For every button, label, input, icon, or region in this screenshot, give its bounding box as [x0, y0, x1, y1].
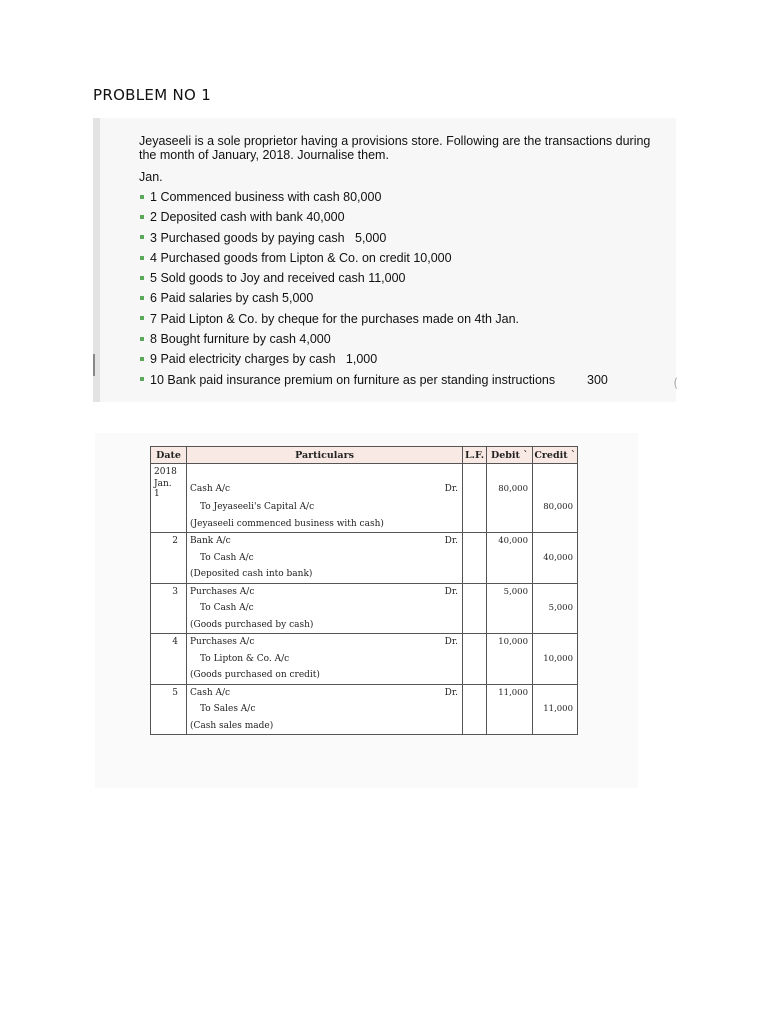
year-cell: 2018 — [151, 464, 187, 480]
credit-amount: 5,000 — [533, 600, 578, 617]
table-row — [151, 499, 578, 516]
bullet-icon — [140, 276, 144, 280]
narration-cell: (Cash sales made) — [187, 718, 463, 735]
page-title: PROBLEM NO 1 — [93, 86, 212, 104]
table-row — [151, 718, 578, 735]
transaction-item: 8 Bought furniture by cash 4,000 — [139, 332, 669, 352]
edge-mark — [93, 354, 95, 376]
transaction-item: 10 Bank paid insurance premium on furniture as per standing instructions 300 — [139, 373, 669, 393]
narration-cell: (Jeyaseeli commenced business with cash) — [187, 516, 463, 533]
bullet-icon — [140, 377, 144, 381]
table-row — [151, 634, 578, 651]
table-row — [151, 684, 578, 701]
header-credit: Credit ` — [533, 447, 578, 464]
credit-account-cell: To Cash A/c — [187, 600, 463, 617]
debit-amount: 40,000 — [487, 533, 533, 550]
credit-amount: 10,000 — [533, 651, 578, 668]
transaction-item: 3 Purchased goods by paying cash 5,000 — [139, 231, 669, 251]
narration-cell: (Goods purchased on credit) — [187, 667, 463, 684]
bullet-icon — [140, 316, 144, 320]
bullet-icon — [140, 256, 144, 260]
transaction-list — [139, 190, 669, 393]
table-row — [151, 533, 578, 550]
debit-account-cell: Purchases A/c Dr. — [187, 634, 463, 651]
table-row — [151, 651, 578, 668]
edge-mark-right: ( — [673, 376, 678, 390]
bullet-icon — [140, 235, 144, 239]
table-row — [151, 566, 578, 583]
credit-account-cell: To Sales A/c — [187, 701, 463, 718]
problem-month: Jan. — [139, 170, 163, 184]
table-row — [151, 701, 578, 718]
bullet-icon — [140, 296, 144, 300]
table-row — [151, 600, 578, 617]
transaction-item: 9 Paid electricity charges by cash 1,000 — [139, 352, 669, 372]
transaction-item: 4 Purchased goods from Lipton & Co. on credit 10,000 — [139, 251, 669, 271]
table-row — [151, 550, 578, 567]
date-cell: Jan. 1 — [151, 479, 187, 499]
narration-cell: (Deposited cash into bank) — [187, 566, 463, 583]
header-debit: Debit ` — [487, 447, 533, 464]
transaction-item: 2 Deposited cash with bank 40,000 — [139, 210, 669, 230]
transaction-item: 5 Sold goods to Joy and received cash 11,000 — [139, 271, 669, 291]
table-row — [151, 583, 578, 600]
debit-amount: 5,000 — [487, 583, 533, 600]
bullet-icon — [140, 215, 144, 219]
problem-intro: Jeyaseeli is a sole proprietor having a provisions store. Following are the transactions during the month of January, 2018. Journalise them. — [139, 134, 651, 162]
transaction-amount: 300 — [587, 372, 608, 387]
credit-amount: 80,000 — [533, 499, 578, 516]
date-cell: 3 — [151, 583, 187, 600]
date-cell: 5 — [151, 684, 187, 701]
credit-account-cell: To Jeyaseeli's Capital A/c — [187, 499, 463, 516]
credit-amount: 40,000 — [533, 550, 578, 567]
narration-cell: (Goods purchased by cash) — [187, 617, 463, 634]
bullet-icon — [140, 337, 144, 341]
journal-table — [150, 446, 578, 735]
bullet-icon — [140, 195, 144, 199]
transaction-item: 1 Commenced business with cash 80,000 — [139, 190, 669, 210]
journal-image — [95, 433, 638, 788]
header-date: Date — [151, 447, 187, 464]
debit-account-cell: Cash A/c Dr. — [187, 479, 463, 499]
table-header-row — [151, 447, 578, 464]
debit-amount: 10,000 — [487, 634, 533, 651]
debit-account-cell: Cash A/c Dr. — [187, 684, 463, 701]
date-cell: 2 — [151, 533, 187, 550]
debit-amount: 11,000 — [487, 684, 533, 701]
credit-amount: 11,000 — [533, 701, 578, 718]
credit-account-cell: To Lipton & Co. A/c — [187, 651, 463, 668]
transaction-item: 6 Paid salaries by cash 5,000 — [139, 291, 669, 311]
table-row — [151, 479, 578, 499]
problem-statement-image — [93, 118, 676, 402]
table-row — [151, 516, 578, 533]
date-cell: 4 — [151, 634, 187, 651]
header-particulars: Particulars — [187, 447, 463, 464]
debit-amount: 80,000 — [487, 479, 533, 499]
table-row — [151, 617, 578, 634]
debit-account-cell: Purchases A/c Dr. — [187, 583, 463, 600]
table-row — [151, 464, 578, 480]
credit-account-cell: To Cash A/c — [187, 550, 463, 567]
bullet-icon — [140, 357, 144, 361]
transaction-item: 7 Paid Lipton & Co. by cheque for the purchases made on 4th Jan. — [139, 312, 669, 332]
table-row — [151, 667, 578, 684]
header-lf: L.F. — [463, 447, 487, 464]
debit-account-cell: Bank A/c Dr. — [187, 533, 463, 550]
